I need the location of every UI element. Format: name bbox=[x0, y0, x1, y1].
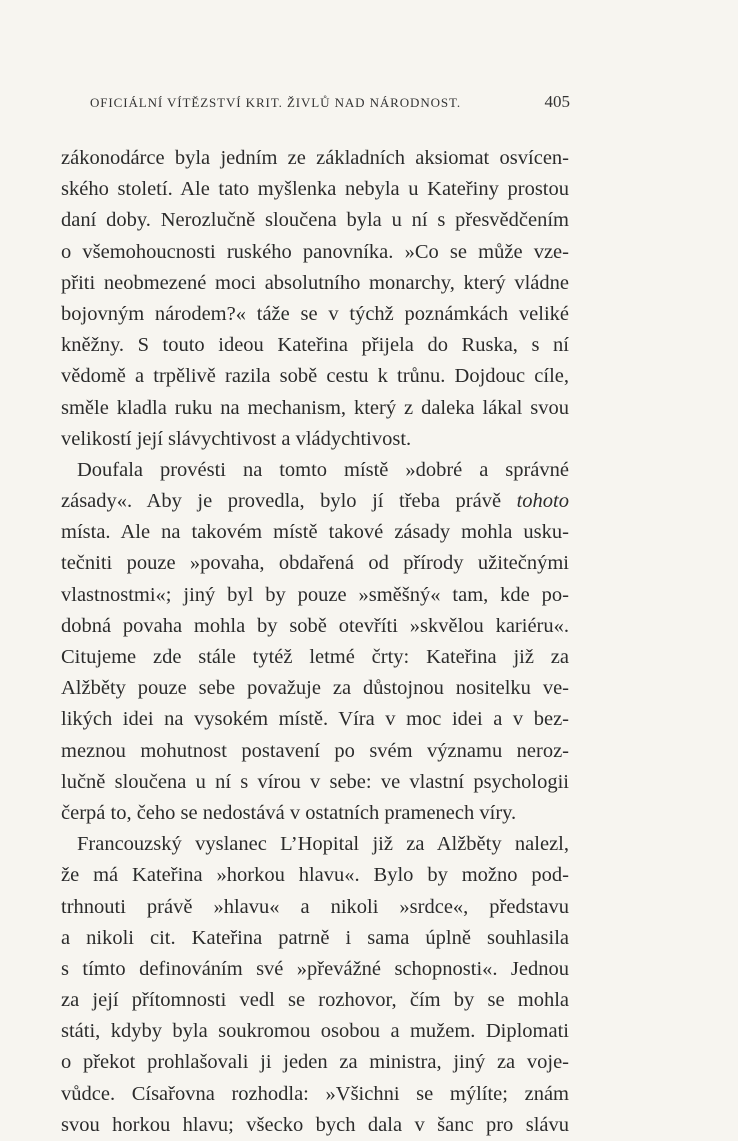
text-line: za její přítomnosti vedl se rozhovor, čím by se mohla bbox=[61, 989, 569, 1012]
text-line: čerpá to, čeho se nedostává v ostatních pramenech víry. bbox=[61, 801, 517, 824]
text-line: bojovným národem?« táže se v týchž poznámkách veliké bbox=[61, 302, 569, 325]
text-line: vědomě a trpělivě razila sobě cestu k trůnu. Dojdouc cíle, bbox=[61, 365, 569, 388]
text-line: přiti neobmezené moci absolutního monarchy, který vládne bbox=[61, 271, 569, 294]
text-line: místa. Ale na takovém místě takové zásady mohla usku- bbox=[61, 521, 569, 544]
text-line: trhnouti právě »hlavu« a nikoli »srdce«, představu bbox=[61, 895, 569, 918]
text-line: lučně sloučena u ní s vírou v sebe: ve vlastní psychologii bbox=[61, 770, 569, 793]
text-line: a nikoli cit. Kateřina patrně i sama úplně souhlasila bbox=[61, 926, 569, 949]
text-line: Francouzský vyslanec L’Hopital již za Alžběty nalezl, bbox=[77, 833, 569, 856]
text-line: Citujeme zde stále tytéž letmé črty: Kateřina již za bbox=[61, 646, 569, 668]
text-line bbox=[61, 486, 569, 517]
text-line: o překot prohlašovali ji jeden za ministra, jiný za voje- bbox=[61, 1051, 569, 1074]
text-line: státi, kdyby byla soukromou osobou a mužem. Diplomati bbox=[61, 1020, 569, 1043]
italic-word: tohoto bbox=[516, 490, 569, 513]
text-line: svou horkou hlavu; všecko bych dala v šanc pro slávu bbox=[61, 1113, 569, 1136]
text-line: vlastnostmi«; jiný byl by pouze »směšný« tam, kde po- bbox=[61, 583, 569, 606]
text-line: směle kladla ruku na mechanism, který z daleka lákal svou bbox=[61, 396, 569, 419]
text-line: Alžběty pouze sebe považuje za důstojnou nositelku ve- bbox=[61, 677, 569, 700]
body-text bbox=[61, 143, 569, 1141]
text-line: tečniti pouze »povaha, obdařená od přírody užitečnými bbox=[61, 552, 569, 575]
page-number: 405 bbox=[544, 92, 570, 111]
text-line: meznou mohutnost postavení po svém významu neroz- bbox=[61, 739, 569, 762]
text-line: daní doby. Nerozlučně sloučena byla u ní s přesvědčením bbox=[61, 209, 569, 232]
text-line: kněžny. S touto ideou Kateřina přijela do Ruska, s ní bbox=[61, 334, 569, 357]
text-line-part: zásady«. Aby je provedla, bylo jí třeba právě bbox=[61, 490, 502, 513]
text-line: s tímto definováním své »převážné schopnosti«. Jednou bbox=[61, 957, 569, 980]
running-head: OFICIÁLNÍ VÍTĚZSTVÍ KRIT. ŽIVLŮ NAD NÁRODNOST. bbox=[90, 95, 462, 110]
text-line: o všemohoucnosti ruského panovníka. »Co se může vze- bbox=[61, 240, 569, 263]
text-line: likých idei na vysokém místě. Víra v moc idei a v bez- bbox=[61, 708, 569, 731]
text-line: zákonodárce byla jedním ze základních aksiomat osvícen- bbox=[61, 147, 569, 169]
text-line: že má Kateřina »horkou hlavu«. Bylo by možno pod- bbox=[61, 864, 569, 887]
text-line: Doufala provésti na tomto místě »dobré a správné bbox=[77, 458, 569, 481]
text-line: velikostí její slávychtivost a vládychtivost. bbox=[61, 427, 412, 450]
text-line: vůdce. Císařovna rozhodla: »Všichni se mýlíte; znám bbox=[61, 1082, 569, 1105]
page-header bbox=[90, 92, 570, 112]
text-line: dobná povaha mohla by sobě otevříti »skvělou kariéru«. bbox=[61, 614, 569, 637]
text-line: ského století. Ale tato myšlenka nebyla u Kateřiny prostou bbox=[61, 178, 569, 201]
